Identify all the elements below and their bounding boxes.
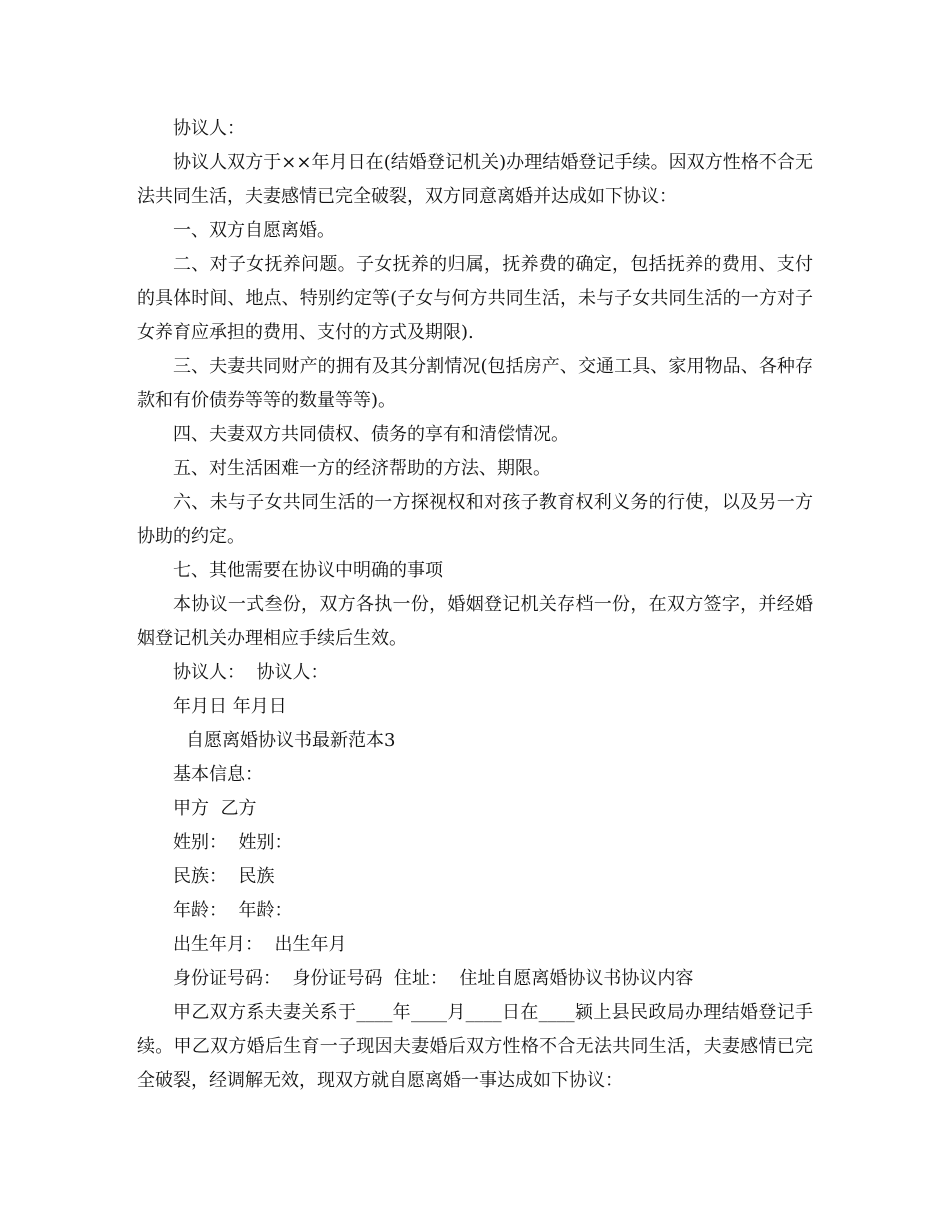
clause-3: 三、夫妻共同财产的拥有及其分割情况(包括房产、交通工具、家用物品、各种存款和有价债券等等的数量等等)。: [137, 356, 813, 411]
signature-line: 协议人： 协议人：: [173, 662, 329, 683]
basic-info-label: 基本信息：: [173, 764, 263, 785]
birthdate-line: 出生年月： 出生年月: [173, 934, 347, 955]
gender-line: 姓别： 姓别：: [173, 832, 293, 853]
section-title: 自愿离婚协议书最新范本3: [186, 730, 396, 751]
clause-2: 二、对子女抚养问题。子女抚养的归属，抚养费的确定，包括抚养的费用、支付的具体时间、地点、特别约定等(子女与何方共同生活，未与子女共同生活的一方对子女养育应承担的费用、支付的方式及期限).: [137, 254, 813, 343]
marriage-paragraph: 甲乙双方系夫妻关系于____年____月____日在____颍上县民政局办理结婚登记手续。甲乙双方婚后生育一子现因夫妻婚后双方性格不合无法共同生活，夫妻感情已完全破裂，经调解无效，现双方就自愿离婚一事达成如下协议：: [137, 1002, 813, 1091]
id-address-line: 身份证号码： 身份证号码 住址： 住址自愿离婚协议书协议内容: [173, 968, 694, 989]
intro-paragraph: 协议人双方于××年月日在(结婚登记机关)办理结婚登记手续。因双方性格不合无法共同生活，夫妻感情已完全破裂，双方同意离婚并达成如下协议：: [137, 152, 813, 207]
party-names-line: 甲方 乙方: [173, 798, 257, 819]
clause-1: 一、双方自愿离婚。: [173, 220, 335, 241]
age-line: 年龄： 年龄：: [173, 900, 293, 921]
document-page: [137, 112, 813, 1098]
party-heading: 协议人：: [173, 118, 245, 139]
date-line: 年月日 年月日: [173, 696, 287, 717]
clause-4: 四、夫妻双方共同债权、债务的享有和清偿情况。: [173, 424, 569, 445]
clause-5: 五、对生活困难一方的经济帮助的方法、期限。: [173, 458, 551, 479]
clause-6: 六、未与子女共同生活的一方探视权和对孩子教育权利义务的行使，以及另一方协助的约定。: [137, 492, 813, 547]
ethnicity-line: 民族： 民族: [173, 866, 275, 887]
clause-7: 七、其他需要在协议中明确的事项: [173, 560, 443, 581]
effect-paragraph: 本协议一式叁份，双方各执一份，婚姻登记机关存档一份，在双方签字，并经婚姻登记机关办理相应手续后生效。: [137, 594, 813, 649]
